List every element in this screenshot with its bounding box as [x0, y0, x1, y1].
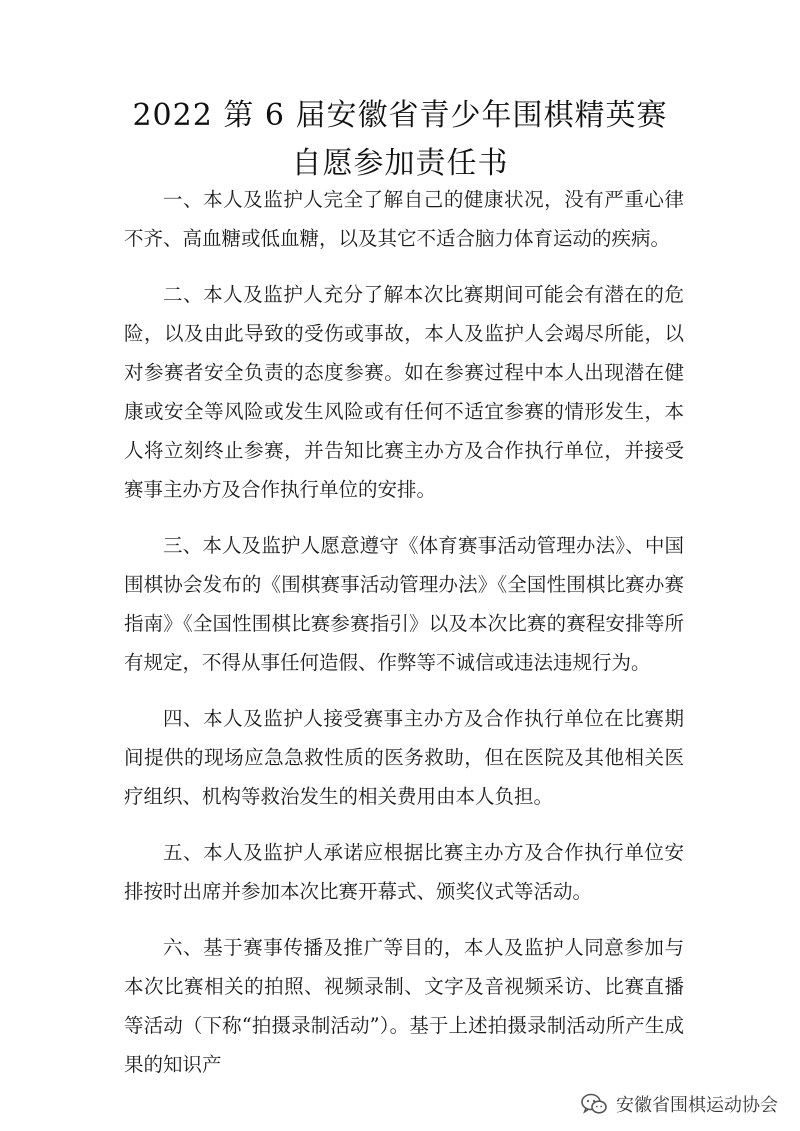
watermark — [580, 1089, 778, 1119]
paragraph-1: 一、本人及监护人完全了解自己的健康状况，没有严重心律不齐、高血糖或低血糖，以及其它不适合脑力体育运动的疾病。 — [124, 188, 684, 250]
title-line-2: 自愿参加责任书 — [291, 146, 509, 181]
paragraph-3: 三、本人及监护人愿意遵守《体育赛事活动管理办法》、中国围棋协会发布的《围棋赛事活动管理办法》《全国性围棋比赛办赛指南》《全国性围棋比赛参赛指引》以及本次比赛的赛程安排等所有规定，不得从事任何造假、作弊等不诚信或违法违规行为。 — [124, 534, 684, 674]
paragraph-2: 二、本人及监护人充分了解本次比赛期间可能会有潜在的危险，以及由此导致的受伤或事故，本人及监护人会竭尽所能，以对参赛者安全负责的态度参赛。如在参赛过程中本人出现潜在健康或安全等风险或发生风险或有任何不适宜参赛的情形发生，本人将立刻终止参赛，并告知比赛主办方及合作执行单位，并接受赛事主办方及合作执行单位的安排。 — [124, 283, 684, 501]
paragraph-5: 五、本人及监护人承诺应根据比赛主办方及合作执行单位安排按时出席并参加本次比赛开幕式、颁奖仪式等活动。 — [124, 841, 684, 903]
wechat-icon — [580, 1093, 608, 1115]
watermark-text: 安徽省围棋运动协会 — [616, 1095, 778, 1116]
paragraph-6: 六、基于赛事传播及推广等目的，本人及监护人同意参加与本次比赛相关的拍照、视频录制、文字及音视频采访、比赛直播等活动（下称“拍摄录制活动”）。基于上述拍摄录制活动所产生成果的知识产 — [124, 936, 684, 1076]
document-title — [0, 96, 800, 184]
title-line-1: 2022 第 6 届安徽省青少年围棋精英赛 — [132, 98, 668, 133]
paragraph-4: 四、本人及监护人接受赛事主办方及合作执行单位在比赛期间提供的现场应急急救性质的医务救助，但在医院及其他相关医疗组织、机构等救治发生的相关费用由本人负担。 — [124, 707, 684, 808]
document-body — [124, 180, 684, 1101]
